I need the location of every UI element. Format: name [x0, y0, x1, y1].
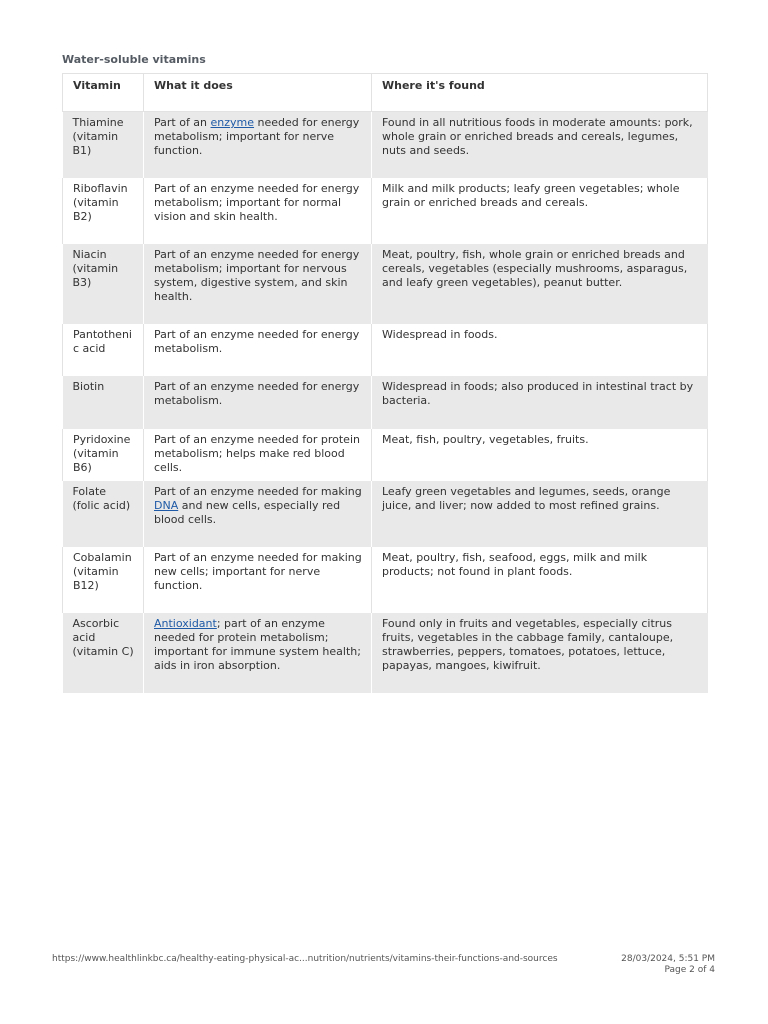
column-header-vitamin: Vitamin [63, 74, 144, 112]
function-text: Part of an enzyme needed for making [154, 484, 362, 498]
column-header-where-found: Where it's found [372, 74, 708, 112]
footer-url: https://www.healthlinkbc.ca/healthy-eating-physical-ac...nutrition/nutrients/vitamins-their-functions-and-sources [52, 954, 558, 964]
enzyme-link[interactable]: enzyme [210, 116, 255, 129]
sources-cell: Found in all nutritious foods in moderate amounts: pork, whole grain or enriched breads and cereals, legumes, nuts and seeds. [372, 112, 708, 178]
vitamin-cell: Biotin [63, 376, 144, 429]
table-row [63, 376, 708, 429]
vitamins-table [62, 73, 708, 693]
footer-meta [621, 954, 715, 976]
sources-cell: Meat, poultry, fish, whole grain or enriched breads and cereals, vegetables (especially mushrooms, asparagus, and leafy green vegetables), peanut butter. [372, 244, 708, 324]
table-row [63, 244, 708, 324]
function-cell [144, 613, 372, 693]
function-cell: Part of an enzyme needed for energy metabolism; important for nervous system, digestive system, and skin health. [144, 244, 372, 324]
function-cell: Part of an enzyme needed for protein metabolism; helps make red blood cells. [144, 429, 372, 481]
vitamin-cell: Niacin (vitamin B3) [63, 244, 144, 324]
dna-link[interactable]: DNA [154, 498, 179, 512]
column-header-what-it-does: What it does [144, 74, 372, 112]
vitamin-cell: Pyridoxine (vitamin B6) [63, 429, 144, 481]
function-cell: Part of an enzyme needed for energy metabolism. [144, 376, 372, 429]
table-row [63, 178, 708, 244]
vitamin-cell: Pantothenic acid [63, 324, 144, 376]
function-text: needed for energy metabolism; important for nerve function. [154, 116, 360, 157]
table-row [63, 324, 708, 376]
sources-cell: Found only in fruits and vegetables, especially citrus fruits, vegetables in the cabbage family, cantaloupe, strawberries, peppers, tomatoes, potatoes, lettuce, papayas, mangoes, kiwifruit. [372, 613, 708, 693]
table-row [63, 429, 708, 481]
function-text: and new cells, especially red blood cells. [154, 498, 341, 526]
sources-cell: Milk and milk products; leafy green vegetables; whole grain or enriched breads and cereals. [372, 178, 708, 244]
table-row [63, 547, 708, 613]
vitamin-cell: Folate (folic acid) [63, 481, 144, 547]
sources-cell: Leafy green vegetables and legumes, seeds, orange juice, and liver; now added to most refined grains. [372, 481, 708, 547]
table-header-row [63, 74, 708, 112]
function-cell: Part of an enzyme needed for making new cells; important for nerve function. [144, 547, 372, 613]
function-cell [144, 481, 372, 547]
antioxidant-link[interactable]: Antioxidant [154, 616, 217, 630]
page-number: Page 2 of 4 [664, 965, 715, 975]
function-cell: Part of an enzyme needed for energy metabolism. [144, 324, 372, 376]
function-text: Part of an [154, 116, 211, 129]
vitamin-cell: Riboflavin (vitamin B2) [63, 178, 144, 244]
sources-cell: Widespread in foods; also produced in intestinal tract by bacteria. [372, 376, 708, 429]
vitamin-cell: Ascorbic acid (vitamin C) [63, 613, 144, 693]
function-cell [144, 112, 372, 178]
print-datetime: 28/03/2024, 5:51 PM [621, 954, 715, 964]
table-row [63, 481, 708, 547]
table-row [63, 613, 708, 693]
sources-cell: Meat, fish, poultry, vegetables, fruits. [372, 429, 708, 481]
sources-cell: Widespread in foods. [372, 324, 708, 376]
section-title: Water-soluble vitamins [62, 53, 206, 66]
function-text: ; part of an enzyme needed for protein metabolism; important for immune system health; aids in iron absorption. [154, 616, 361, 672]
function-cell: Part of an enzyme needed for energy metabolism; important for normal vision and skin health. [144, 178, 372, 244]
sources-cell: Meat, poultry, fish, seafood, eggs, milk and milk products; not found in plant foods. [372, 547, 708, 613]
table-row [63, 112, 708, 178]
vitamin-cell: Thiamine (vitamin B1) [63, 112, 144, 178]
vitamin-cell: Cobalamin (vitamin B12) [63, 547, 144, 613]
